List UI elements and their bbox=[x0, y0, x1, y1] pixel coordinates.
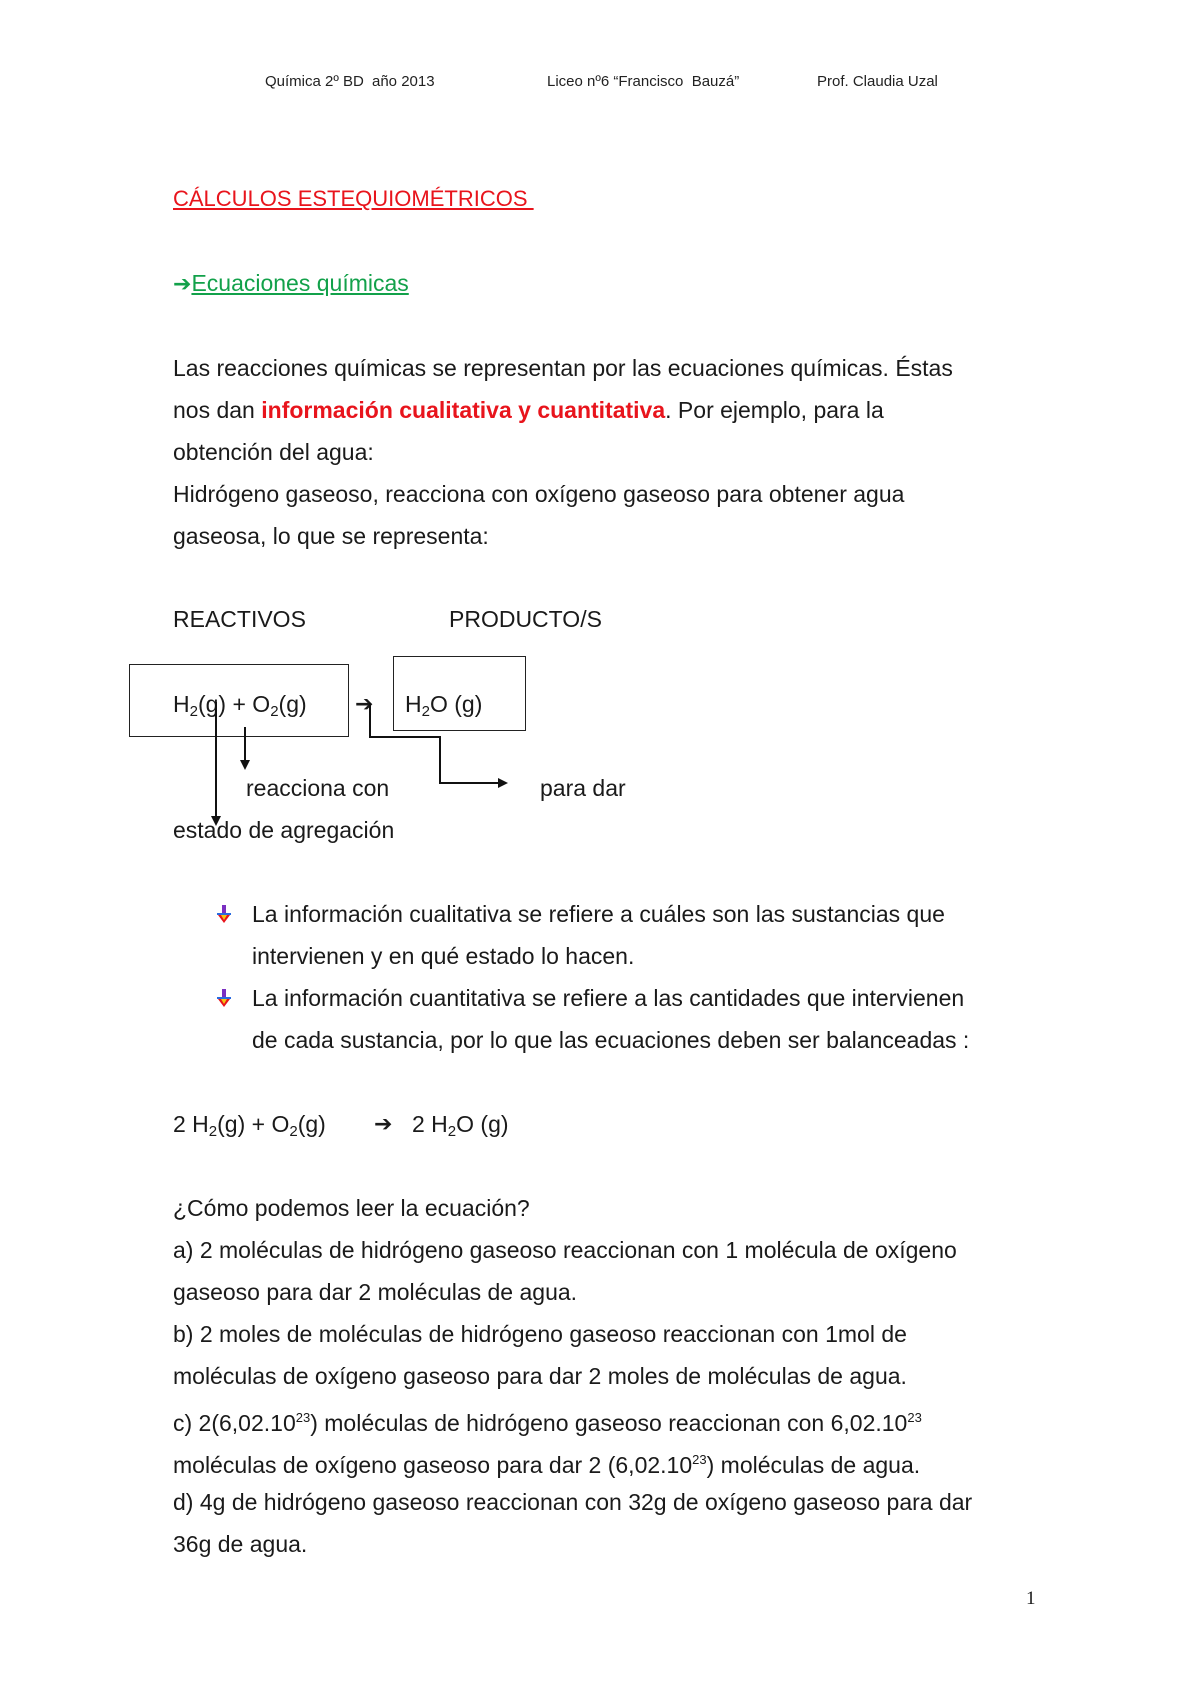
intro-line-1: Las reacciones químicas se representan por las ecuaciones químicas. Éstas bbox=[173, 355, 953, 381]
header-year: año 2013 bbox=[372, 73, 435, 90]
answer-d-line-2: 36g de agua. bbox=[173, 1531, 308, 1557]
intro-line-2-start: nos dan bbox=[173, 397, 262, 423]
balanced-product-rest: O (g) bbox=[456, 1111, 509, 1137]
bullet-1-line-1: La información cualitativa se refiere a cuáles son las sustancias que bbox=[252, 901, 945, 927]
bullet-arrow-icon bbox=[215, 988, 233, 1008]
exponent: 23 bbox=[692, 1452, 707, 1467]
page-title: CÁLCULOS ESTEQUIOMÉTRICOS bbox=[173, 186, 534, 211]
balanced-equation-product bbox=[412, 1111, 509, 1140]
subscript-2: 2 bbox=[270, 703, 279, 720]
answer-c-part: ) moléculas de hidrógeno gaseoso reaccionan con 6,02.10 bbox=[310, 1410, 908, 1436]
answer-c-part: moléculas de oxígeno gaseoso para dar 2 (6,02.10 bbox=[173, 1452, 693, 1478]
answer-c-part: ) moléculas de agua. bbox=[706, 1452, 921, 1478]
label-reacciona-con: reacciona con bbox=[246, 775, 390, 801]
reactant-h: H bbox=[173, 691, 190, 717]
balanced-end: (g) bbox=[297, 1111, 326, 1137]
answer-b-line-1: b) 2 moles de moléculas de hidrógeno gaseoso reaccionan con 1mol de bbox=[173, 1321, 907, 1347]
reactant-state: (g) bbox=[278, 691, 307, 717]
bullet-2-line-2: de cada sustancia, por lo que las ecuaciones deben ser balanceadas : bbox=[252, 1027, 970, 1053]
answer-c-part: c) 2(6,02.10 bbox=[173, 1410, 296, 1436]
header-teacher: Prof. Claudia Uzal bbox=[817, 73, 938, 90]
exponent: 23 bbox=[295, 1410, 311, 1425]
product-rest: O (g) bbox=[429, 691, 483, 717]
bullet-arrow-icon bbox=[215, 904, 233, 924]
answer-c-line-1 bbox=[173, 1404, 922, 1437]
label-reactivos: REACTIVOS bbox=[173, 606, 306, 632]
intro-line-5: gaseosa, lo que se representa: bbox=[173, 523, 489, 549]
answer-a-line-2: gaseoso para dar 2 moléculas de agua. bbox=[173, 1279, 578, 1305]
subscript-2: 2 bbox=[447, 1123, 457, 1140]
answer-d-line-1: d) 4g de hidrógeno gaseoso reaccionan con 32g de oxígeno gaseoso para dar bbox=[173, 1489, 973, 1515]
intro-line-2-end: . Por ejemplo, para la bbox=[665, 397, 884, 423]
bullet-2-line-1: La información cuantitativa se refiere a las cantidades que intervienen bbox=[252, 985, 965, 1011]
label-para-dar: para dar bbox=[540, 775, 626, 801]
balanced-product-h: 2 H bbox=[412, 1111, 448, 1137]
balanced-arrow-icon: ➔ bbox=[374, 1111, 393, 1136]
question: ¿Cómo podemos leer la ecuación? bbox=[173, 1195, 530, 1221]
intro-line-4: Hidrógeno gaseoso, reacciona con oxígeno gaseoso para obtener agua bbox=[173, 481, 905, 507]
exponent: 23 bbox=[907, 1410, 922, 1425]
section-heading-text: Ecuaciones químicas bbox=[191, 270, 409, 296]
balanced-equation-reactants bbox=[173, 1111, 326, 1140]
label-estado: estado de agregación bbox=[173, 817, 395, 843]
header-course: Química 2º BD bbox=[265, 73, 364, 90]
answer-a-line-1: a) 2 moléculas de hidrógeno gaseoso reaccionan con 1 molécula de oxígeno bbox=[173, 1237, 957, 1263]
page-number: 1 bbox=[1026, 1588, 1036, 1609]
bullet-1-line-2: intervienen y en qué estado lo hacen. bbox=[252, 943, 635, 969]
header-school: Liceo nº6 “Francisco Bauzá” bbox=[547, 73, 740, 90]
product-h: H bbox=[405, 691, 422, 717]
intro-line-3: obtención del agua: bbox=[173, 439, 374, 465]
balanced-mid: (g) + O bbox=[217, 1111, 290, 1137]
reaction-arrow-icon: ➔ bbox=[355, 691, 374, 716]
reactant-mid: (g) + O bbox=[197, 691, 271, 717]
subscript-2: 2 bbox=[189, 703, 198, 720]
arrow-para-dar bbox=[370, 703, 506, 783]
label-productos: PRODUCTO/S bbox=[449, 606, 602, 632]
subscript-2: 2 bbox=[208, 1123, 218, 1140]
answer-b-line-2: moléculas de oxígeno gaseoso para dar 2 moles de moléculas de agua. bbox=[173, 1363, 907, 1389]
answer-c-line-2 bbox=[173, 1446, 920, 1479]
arrow-right-icon: ➔ bbox=[173, 271, 192, 296]
highlight-info: información cualitativa y cuantitativa bbox=[261, 397, 666, 423]
subscript-2: 2 bbox=[421, 703, 430, 720]
subscript-2: 2 bbox=[289, 1123, 298, 1140]
balanced-h: 2 H bbox=[173, 1111, 209, 1137]
